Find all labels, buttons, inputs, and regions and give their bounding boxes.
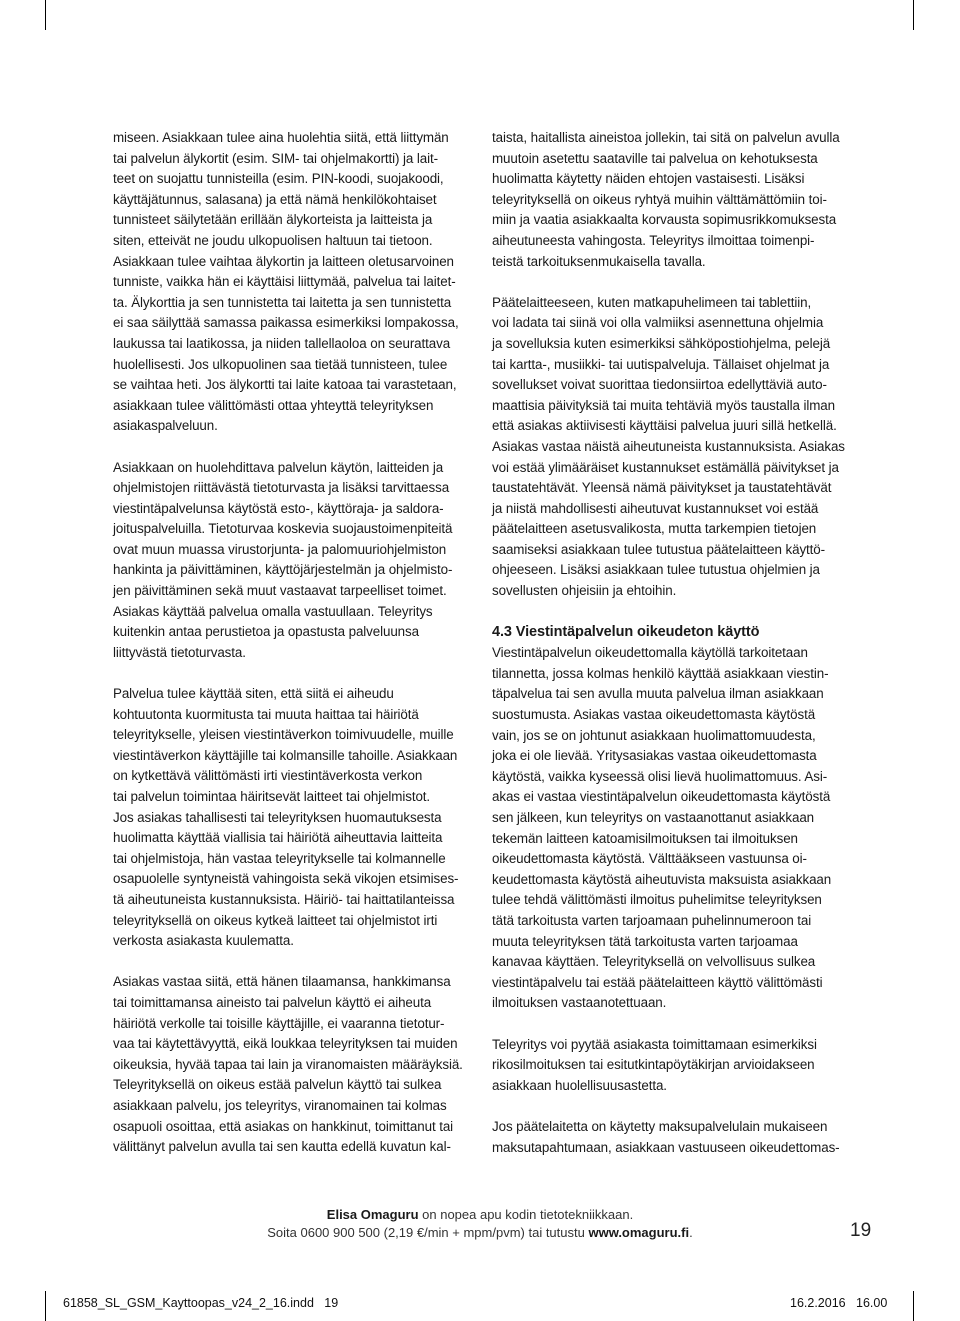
footer-period: .: [689, 1225, 693, 1240]
crop-mark-bottom-right: [913, 1291, 914, 1321]
body-paragraph: Viestintäpalvelun oikeudettomalla käytöllä tarkoitetaan tilannetta, jossa kolmas henkilö käyttää asiakkaan viestin- täpalvelua tai sen avulla muuta palvelua ilman asiakkaan suostumusta. Asiakas vastaa oikeudettomasta käytöstä vain, jos se on johtunut asiakkaan huolimattomuudesta, joka ei ole lievää. Yritysasiakas vastaa oikeudettomasta käytöstä, vaikka kyseessä olisi lievä huolimattomuus. Asi- akas ei vastaa viestintäpalvelun oikeudettomasta käytöstä sen jälkeen, kun teleyritys on vastaanottanut asiakkaan tekemän laitteen katoamisilmoituksen tai ilmoituksen oikeudettomasta käytöstä. Välttääkseen vastuunsa oi- keudettomasta käytöstä aiheutuvista maksuista asiakkaan tulee tehdä välittömästi ilmoitus puhelimitse teleyrityksen tätä tarkoitusta varten tarjoamaan puhelinnumeroon tai muuta teleyrityksen tätä tarkoitusta varten tarjoamaa kanavaa käyttäen. Teleyrityksellä on velvollisuus sulkea viestintäpalvelu tai estää päätelaitteen käyttö välittömästi ilmoituksen vastaanotettuaan.: [492, 645, 832, 1011]
body-paragraph: Asiakas vastaa siitä, että hänen tilaamansa, hankkimansa tai toimittamansa aineisto tai palvelun käyttö ei aiheuta häiriötä verkolle tai toisille käyttäjille, ei vaaranna tietotur- vaa tai käytettävyyttä, eikä loukkaa teleyrityksen tai muiden oikeuksia, hyvää tapaa tai lain ja viranomaisten määräyksiä. Teleyrityksellä on oikeus estää palvelun käyttö tai sulkea asiakkaan palvelu, jos teleyritys, viranomainen tai kolmas osapuoli osoittaa, että asiakas on hankkinut, toimittanut tai välittänyt palvelun avulla tai sen kautta edellä kuvatun kal-: [113, 974, 463, 1155]
footer-line-1: [0, 1207, 960, 1222]
footer-line-2: [0, 1225, 960, 1240]
body-paragraph: Palvelua tulee käyttää siten, että siitä ei aiheudu kohtuutonta kuormitusta tai muuta haittaa tai häiriötä teleyritykselle, yleisen viestintäverkon toimivuudelle, muille viestintäverkon käyttäjille tai kolmansille tahoille. Asiakkaan on kytkettävä välittömästi irti viestintäverkosta verkon tai palvelun toimintaa häiritsevät laitteet tai ohjelmistot. Jos asiakas tahallisesti tai teleyrityksen huomautuksesta huolimatta käyttää viallisia tai häiriötä aiheuttavia laitteita tai ohjelmistoja, hän vastaa teleyritykselle tai kolmannelle osapuolelle syntyneistä vahingoista sekä vikojen etsimises- tä aiheutuneista kustannuksista. Häiriö- tai haittatilanteissa teleyrityksellä on oikeus kytkeä laitteet tai ohjelmistot irti verkosta asiakasta kuulematta.: [113, 686, 459, 949]
footer-tagline: on nopea apu kodin tietotekniikkaan.: [418, 1207, 634, 1222]
page-number: 19: [850, 1220, 872, 1241]
body-paragraph: taista, haitallista aineistoa jollekin, tai sitä on palvelun avulla muutoin asetettu saataville tai palvelua on kehotuksesta huolimatta käytetty näiden ehtojen vastaisesti. Lisäksi teleyrityksellä on oikeus ryhtyä muihin välttämättömiin toi- miin ja vaatia asiakkaalta korvausta sopimusrikkomuksesta aiheutuneesta vahingosta. Teleyritys ilmoittaa toimenpi- teistä tarkoituksenmukaisella tavalla.: [492, 130, 840, 269]
slug-file: 61858_SL_GSM_Kayttoopas_v24_2_16.indd 19: [63, 1296, 339, 1310]
footer-phone-text: Soita 0600 900 500 (2,19 €/min + mpm/pvm) tai tutustu: [267, 1225, 589, 1240]
left-column: [113, 128, 473, 1178]
footer-brand: Elisa Omaguru: [326, 1207, 419, 1222]
crop-mark-top-right: [913, 0, 914, 30]
body-paragraph: Asiakkaan on huolehdittava palvelun käytön, laitteiden ja ohjelmistojen riittävästä tietoturvasta ja lisäksi tarvittaessa viestintäpalvelunsa käytöstä esto-, käyttöraja- ja saldora- joituspalveluilla. Tietoturvaa koskevia suojaustoimenpiteitä ovat muun muassa virustorjunta- ja palomuuriohjelmiston hankinta ja päivittäminen, käyttöjärjestelmän ja ohjelmisto- jen päivittäminen sekä muut vastaavat tarpeelliset toimet. Asiakas käyttää palvelua omalla vastuullaan. Teleyritys kuitenkin antaa perustietoa ja opastusta palveluunsa liittyvästä tietoturvasta.: [113, 459, 453, 660]
right-column: [492, 128, 852, 1179]
body-paragraph: miseen. Asiakkaan tulee aina huolehtia siitä, että liittymän tai palvelun älykortit (esim. SIM- tai ohjelmakortti) ja lait- teet on suojattu tunnisteilla (esim. PIN-koodi, suojakoodi, käyttäjätunnus, salasana) ja että nämä henkilökohtaiset tunnisteet säilytetään erillään älykorteista ja laitteista ja siten, etteivät ne joudu ulkopuolisen haltuun tai tietoon. Asiakkaan tulee vaihtaa älykortin ja laitteen oletusarvoinen tunniste, vaikka hän ei käyttäisi liittymää, palvelua tai laitet- ta. Älykorttia ja sen tunnistetta tai laitetta ja sen tunnistetta ei saa säilyttää samassa paikassa esimerkiksi lompakossa, laukussa tai laatikossa, ja niiden tallellaoloa on seurattava huolellisesti. Jos ulkopuolinen saa tietää tunnisteen, tulee se vaihtaa heti. Jos älykortti tai laite katoaa tai varastetaan, asiakkaan tulee välittömästi ottaa yhteyttä teleyrityksen asiakaspalveluun.: [113, 130, 459, 434]
body-paragraph: Päätelaitteeseen, kuten matkapuhelimeen tai tablettiin, voi ladata tai siinä voi olla valmiiksi asennettuna ohjelmia ja sovelluksia kuten esimerkiksi sähköpostiohjelma, pelejä tai kartta-, musiikki- tai uutispalveluja. Tällaiset ohjelmat ja sovellukset voivat suorittaa tiedonsiirtoa edellyttäviä auto- maattisia päivityksiä tai muita tehtäviä myös taustalla ilman että asiakas aktiivisesti käyttäisi palvelua juuri sillä hetkellä. Asiakas vastaa näistä aiheutuneista kustannuksista. Asiakas voi estää ylimääräiset kustannukset estämällä päivitykset ja taustatehtävät. Yleensä nämä päivitykset ja taustatehtävät ja niistä mahdollisesti aiheutuvat kustannukset voi estää päätelaitteen asetusvalikosta, mutta tarkempien tietojen saamiseksi asiakkaan tulee tutustua päätelaitteen käyttö- ohjeeseen. Lisäksi asiakkaan tulee tutustua ohjelmien ja sovellusten ohjeisiin ja ehtoihin.: [492, 294, 845, 599]
section-heading: 4.3 Viestintäpalvelun oikeudeton käyttö: [492, 624, 760, 641]
slug-timestamp: 16.2.2016 16.00: [790, 1296, 888, 1310]
crop-mark-bottom-left: [45, 1291, 46, 1321]
body-paragraph: Teleyritys voi pyytää asiakasta toimittamaan esimerkiksi rikosilmoituksen tai esitutkintapöytäkirjan arvioidakseen asiakkaan huolellisuusastetta.: [492, 1036, 817, 1093]
body-paragraph: Jos päätelaitetta on käytetty maksupalvelulain mukaiseen maksutapahtumaan, asiakkaan vastuuseen oikeudettomas-: [492, 1118, 840, 1155]
crop-mark-top-left: [45, 0, 46, 30]
footer-link[interactable]: www.omaguru.fi: [588, 1225, 690, 1240]
